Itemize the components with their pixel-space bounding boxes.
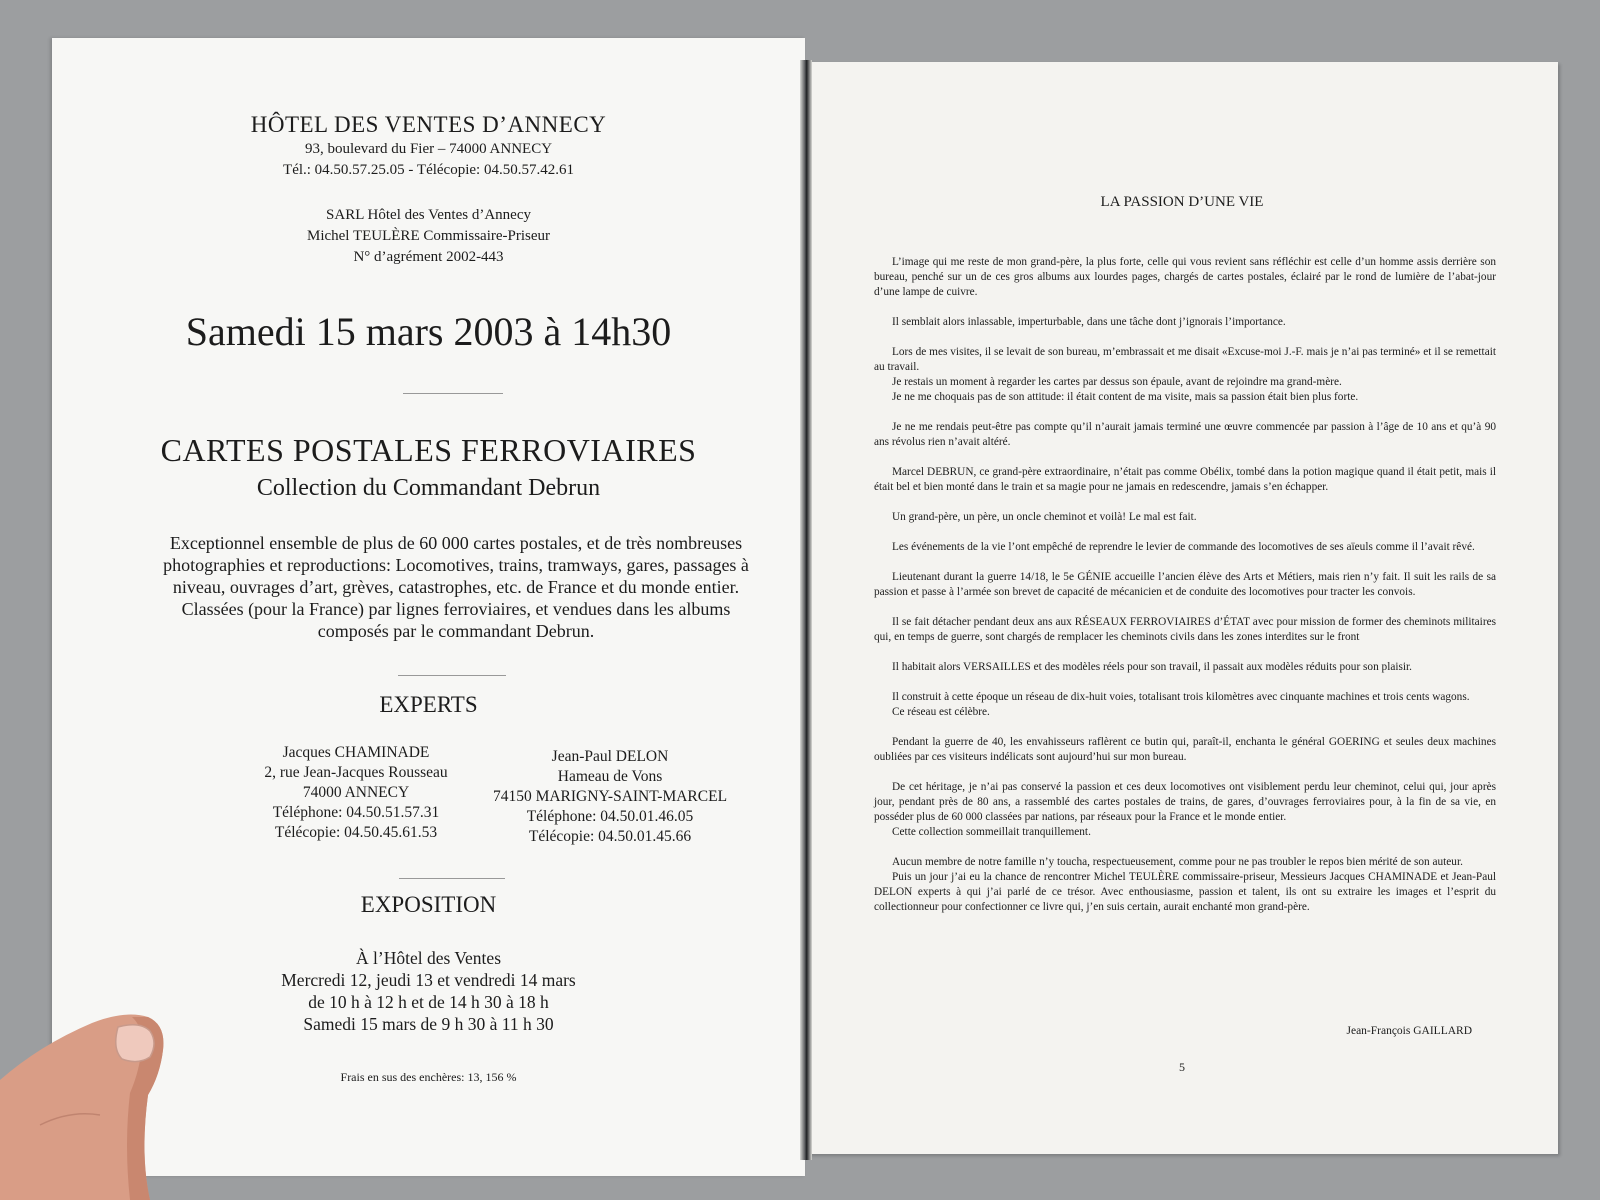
essay-paragraph: Je restais un moment à regarder les cartes par dessus son épaule, avant de rejoindre ma grand-mère. (892, 376, 1342, 388)
sale-date: Samedi 15 mars 2003 à 14h30 (185, 309, 672, 354)
expert-card (475, 747, 745, 847)
essay-paragraph: Il habitait alors VERSAILLES et des modèles réels pour son travail, il passait aux modèles réduits pour son plaisir. (892, 661, 1412, 673)
essay-paragraph: Lieutenant durant la guerre 14/18, le 5e GÉNIE accueille l’ancien élève des Arts et Métiers, mais rien n’y fait. Il suit les rails de sa passion et passe à l’armée son brevet de capacité de mécanicien et de conduite des locomotives pour tracter les convois. (874, 571, 1496, 598)
expert-fax: Télécopie: 04.50.45.61.53 (274, 824, 438, 841)
expert-name: Jean-Paul DELON (551, 748, 669, 765)
essay-body (874, 255, 1496, 930)
exposition-line: Samedi 15 mars de 9 h 30 à 11 h 30 (303, 1014, 554, 1034)
exposition-title: EXPOSITION (360, 892, 497, 917)
auctioneer-name: Michel TEULÈRE Commissaire-Priseur (306, 228, 551, 244)
fingernail-icon (116, 1025, 154, 1062)
expert-address: Hameau de Vons (557, 768, 663, 785)
expert-city: 74150 MARIGNY-SAINT-MARCEL (492, 788, 728, 805)
page-number: 5 (1179, 1060, 1185, 1074)
auction-house-address: 93, boulevard du Fier – 74000 ANNECY (304, 141, 553, 157)
essay-paragraph: Aucun membre de notre famille n’y toucha, respectueusement, comme pour ne pas troubler le repos bien mérité de son auteur. (892, 856, 1463, 868)
essay-title: LA PASSION D’UNE VIE (1100, 194, 1264, 210)
divider (398, 675, 506, 676)
essay-paragraph: Pendant la guerre de 40, les envahisseurs raflèrent ce butin qui, paraît-il, enchanta le général GOERING et seules deux machines oubliées par ces visiteurs indélicats sont aujourd’hui sur mon bureau. (874, 736, 1496, 763)
divider (403, 393, 503, 394)
essay-paragraph: Un grand-père, un père, un oncle cheminot et voilà! Le mal est fait. (892, 511, 1197, 523)
catalog-heading: CARTES POSTALES FERROVIAIRES (160, 432, 697, 468)
essay-paragraph: Je ne me choquais pas de son attitude: il était content de ma visite, mais sa passion était bien plus forte. (892, 391, 1359, 403)
buyer-fees: Frais en sus des enchères: 13, 156 % (340, 1070, 517, 1084)
essay-paragraph: Puis un jour j’ai eu la chance de rencontrer Michel TEULÈRE commissaire-priseur, Messieurs Jacques CHAMINADE et Jean-Paul DELON experts à qui j’ai parlé de ce trésor. Avec enthousiasme, passion et talent, ils ont su extraire les images et l’esprit du collectionneur pour confectionner ce livre qui, j’en suis certain, aurait enchanté mon grand-père. (874, 871, 1496, 913)
essay-paragraph: Ce réseau est célèbre. (892, 706, 990, 718)
essay-paragraph: Je ne me rendais peut-être pas compte qu’il n’aurait jamais terminé une œuvre commencée par passion à l’âge de 10 ans et qu’à 90 ans révolus rien n’avait altéré. (874, 421, 1496, 448)
exposition-line: À l’Hôtel des Ventes (356, 948, 501, 968)
divider (399, 878, 505, 879)
essay-paragraph: Il se fait détacher pendant deux ans aux RÉSEAUX FERROVIAIRES d’ÉTAT avec pour mission de former des cheminots militaires qui, en temps de guerre, sont chargés de remplacer les cheminots civils dans les zones interdites sur le front (874, 616, 1496, 643)
essay-paragraph: Lors de mes visites, il se levait de son bureau, m’embrassait et me disait «Excuse-moi J.-F. mais je n’ai pas terminé» et il se remettait au travail. (874, 346, 1496, 373)
company-name: SARL Hôtel des Ventes d’Annecy (326, 207, 531, 223)
essay-signature: Jean-François GAILLARD (1346, 1025, 1472, 1037)
exposition-line: de 10 h à 12 h et de 14 h 30 à 18 h (308, 992, 549, 1012)
catalog-subheading: Collection du Commandant Debrun (256, 475, 601, 501)
auction-house-phone: Tél.: 04.50.57.25.05 - Télécopie: 04.50.57.42.61 (283, 162, 574, 178)
auction-house-title: HÔTEL DES VENTES D’ANNECY (250, 112, 607, 137)
expert-fax: Télécopie: 04.50.01.45.66 (528, 828, 692, 845)
experts-title: EXPERTS (379, 692, 478, 717)
essay-paragraph: Il semblait alors inlassable, imperturbable, dans une tâche dont j’ignorais l’importance. (892, 316, 1286, 328)
expert-phone: Téléphone: 04.50.51.57.31 (272, 804, 440, 821)
agrement-number: N° d’agrément 2002-443 (353, 249, 504, 265)
essay-paragraph: Les événements de la vie l’ont empêché de reprendre le levier de commande des locomotives de ses aïeuls comme il l’avait rêvé. (892, 541, 1475, 553)
expert-name: Jacques CHAMINADE (282, 744, 430, 761)
essay-paragraph: Il construit à cette époque un réseau de dix-huit voies, totalisant trois kilomètres avec cinquante machines et trois cents wagons. (892, 691, 1470, 703)
expert-card (241, 743, 471, 843)
essay-paragraph: De cet héritage, je n’ai pas conservé la passion et ces deux locomotives ont visiblement perdu leur cheminot, celui qui, jour après jour, pendant près de 80 ans, a rassemblé des cartes postales de trains, de gares, d’ouvrages ferroviaires pour, à la fin de sa vie, en posséder plus de 60 000 classées par nations, par réseaux pour la France et le monde entier. (874, 781, 1496, 823)
essay-paragraph: L’image qui me reste de mon grand-père, la plus forte, celle qui vous revient sans réfléchir est celle d’un homme assis derrière son bureau, penché sur un de ces gros albums aux lourdes pages, chargés de cartes postales, éclairé par le rond de lumière de l’abat-jour d’une lampe de cuivre. (874, 256, 1496, 298)
company-info (52, 205, 805, 268)
finger-photo (0, 1005, 165, 1200)
expert-phone: Téléphone: 04.50.01.46.05 (526, 808, 694, 825)
catalog-description: Exceptionnel ensemble de plus de 60 000 cartes postales, et de très nombreuses photographies et reproductions: Locomotives, trains, tramways, gares, passages à niveau, ouvrages d’art, grèves, catastrophes, etc. de France et du monde entier. Classées (pour la France) par lignes ferroviaires, et vendues dans les albums composés par le commandant Debrun. (163, 533, 749, 641)
expert-address: 2, rue Jean-Jacques Rousseau (264, 764, 448, 781)
essay-paragraph: Cette collection sommeillait tranquillement. (892, 826, 1091, 838)
essay-paragraph: Marcel DEBRUN, ce grand-père extraordinaire, n’était pas comme Obélix, tombé dans la potion magique quand il était petit, mais il était bel et bien monté dans le train et sa magie pour ne jamais en redescendre, jamais s’en échapper. (874, 466, 1496, 493)
expert-city: 74000 ANNECY (302, 784, 410, 801)
exposition-line: Mercredi 12, jeudi 13 et vendredi 14 mars (281, 970, 576, 990)
